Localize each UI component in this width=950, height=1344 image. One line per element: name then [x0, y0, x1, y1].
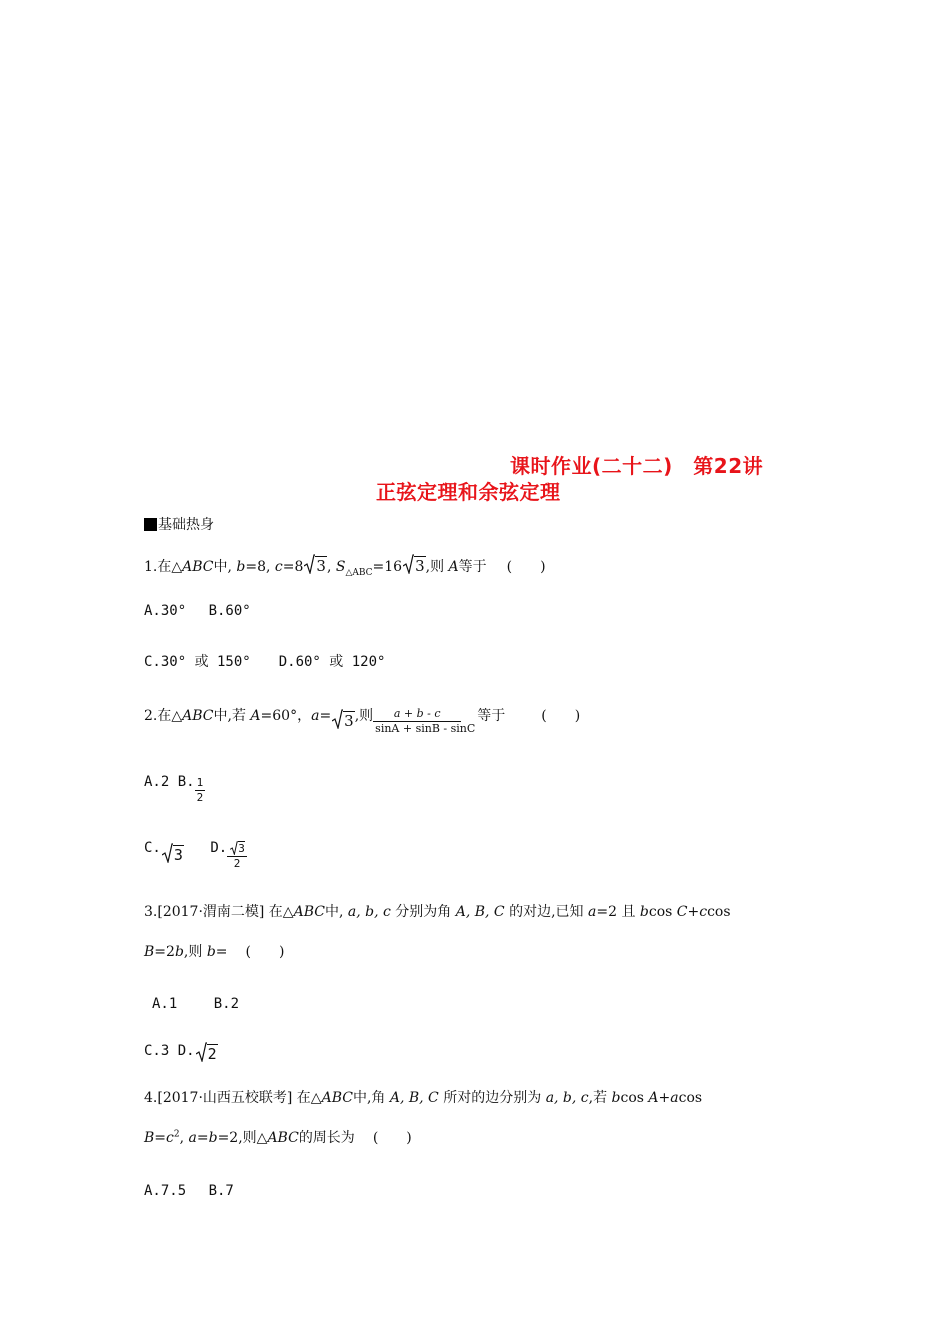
sqrt-symbol [332, 712, 355, 730]
fraction-denominator: 2 [233, 857, 241, 870]
q3-var-a: a [588, 904, 597, 920]
fraction-numerator [227, 842, 247, 857]
q1-options-row1: A.30° B.60° [144, 603, 251, 619]
q2-radicand: 3 [344, 712, 354, 730]
q1-var-b: b [236, 559, 246, 575]
q2-var-a-angle: A [250, 708, 261, 724]
q4-cos: cos [620, 1090, 649, 1106]
q4-tail: 的周长为 [298, 1130, 355, 1146]
q3-options-row2 [144, 1043, 218, 1063]
q1-prefix: 1.在△ [144, 559, 183, 575]
q4-comma: , [179, 1130, 189, 1146]
question-4-line2 [144, 1127, 412, 1147]
q2-eq: = [319, 708, 332, 724]
page-title-line1: 课时作业(二十二) 第22讲 [510, 454, 764, 478]
q4-text2: 所对的边分别为 [438, 1090, 546, 1106]
q1-var-a: A [448, 559, 459, 575]
question-1 [144, 556, 546, 578]
q4-var-b2: b [208, 1130, 218, 1146]
radicand: 3 [173, 846, 183, 864]
section-label: 基础热身 [158, 517, 214, 533]
q1-c-value: =8 [282, 559, 304, 575]
q3-cos: cos [648, 904, 677, 920]
q4-triangle-name2: ABC [267, 1130, 299, 1146]
radicand: 2 [207, 1045, 217, 1063]
q3-vars: a, b, c [347, 904, 391, 920]
question-3-line2 [144, 941, 284, 961]
q1-text: 中, [213, 559, 237, 575]
q4-cos2: cos [678, 1090, 703, 1106]
sqrt-symbol [304, 557, 327, 575]
radical-icon [162, 843, 173, 863]
q3-var-cap-b: B [144, 944, 155, 960]
section-header [144, 514, 214, 534]
q4-options-row1: A.7.5 B.7 [144, 1183, 234, 1199]
q3-a-value: =2 且 [596, 904, 640, 920]
q4-var-cap-a: A [648, 1090, 659, 1106]
q2-option-b-fraction [195, 776, 206, 805]
fraction-denominator: 2 [196, 791, 204, 804]
q3-var-b2: b [174, 944, 184, 960]
q2-prefix: 2.在△ [144, 708, 183, 724]
q1-radicand-2: 3 [415, 557, 425, 575]
q3-angles: A, B, C [455, 904, 505, 920]
q3-text: 中, [324, 904, 348, 920]
q3-var-b3: b [206, 944, 216, 960]
q1-radicand-1: 3 [316, 557, 326, 575]
square-bullet-icon [144, 518, 157, 531]
q2-option-d-label: D. [210, 840, 228, 856]
q4-answer-blank: ( ) [372, 1130, 412, 1146]
q2-text: 中,若 [213, 708, 251, 724]
q1-var-s: S [335, 559, 346, 575]
q3-var-b: b [639, 904, 649, 920]
q4-exponent: 2 [173, 1129, 180, 1140]
q4-var-b: b [611, 1090, 621, 1106]
q4-var-cap-b: B [144, 1130, 155, 1146]
q2-a-value: =60°， [260, 708, 312, 724]
radical-icon [230, 841, 238, 855]
fraction-numerator: 1 [196, 776, 204, 789]
sqrt-symbol [403, 557, 426, 575]
page-title-line2: 正弦定理和余弦定理 [376, 480, 561, 504]
q3-var-cap-c: C [676, 904, 688, 920]
q1-var-c: c [274, 559, 283, 575]
radical-icon [332, 709, 343, 729]
q3-end: = [215, 944, 228, 960]
q2-option-a: A.2 [144, 774, 170, 790]
q1-options-row2: C.30° 或 150° D.60° 或 120° [144, 654, 386, 670]
radical-icon [403, 554, 414, 574]
q3-answer-blank: ( ) [245, 944, 285, 960]
q3-options-row1: A.1 B.2 [152, 996, 240, 1012]
q2-triangle-name: ABC [182, 708, 214, 724]
q1-then: ,则 [425, 559, 449, 575]
q2-fraction-denominator: sinA + sinB - sinC [375, 722, 476, 735]
q4-text3: ,若 [588, 1090, 612, 1106]
q3-plus: + [687, 904, 700, 920]
q2-then: ,则 [354, 708, 374, 724]
q1-s-value: =16 [372, 559, 403, 575]
q4-plus: + [658, 1090, 671, 1106]
q2-option-b-label: B. [177, 774, 195, 790]
q1-b-value: =8, [245, 559, 275, 575]
q4-var-c: c [166, 1130, 174, 1146]
q4-vars: a, b, c [545, 1090, 589, 1106]
q2-equals: 等于 [477, 708, 506, 724]
q2-var-a: a [311, 708, 320, 724]
q3-text2: 分别为角 [390, 904, 456, 920]
q1-comma: , [326, 559, 336, 575]
q3-text3: 的对边,已知 [504, 904, 588, 920]
question-4-line1 [144, 1087, 702, 1107]
sqrt-symbol [230, 842, 245, 856]
q3-then: ,则 [183, 944, 207, 960]
q2-option-c-label: C. [144, 840, 161, 856]
q2-option-d-fraction [227, 842, 247, 871]
sqrt-symbol [162, 846, 184, 864]
q4-var-a: a [670, 1090, 679, 1106]
q3-prefix: 3.[2017·渭南二模] 在△ [144, 904, 294, 920]
q3-option-cd: C.3 D. [144, 1043, 195, 1059]
radical-icon [196, 1042, 207, 1062]
q2-fraction [373, 707, 477, 736]
q3-eq: =2 [154, 944, 175, 960]
q1-equals: 等于 [458, 559, 487, 575]
q4-prefix: 4.[2017·山西五校联考] 在△ [144, 1090, 322, 1106]
q4-text4: =2,则△ [217, 1130, 268, 1146]
q4-triangle-name: ABC [321, 1090, 353, 1106]
q2-options-row1 [144, 774, 205, 805]
q4-eq2: = [196, 1130, 209, 1146]
q4-angles: A, B, C [389, 1090, 439, 1106]
q2-answer-blank: ( ) [541, 708, 581, 724]
q2-options-row2 [144, 840, 247, 871]
q1-s-subscript: △ABC [345, 567, 373, 578]
q3-cos2: cos [707, 904, 731, 920]
question-3-line1 [144, 901, 731, 921]
q3-var-c: c [699, 904, 708, 920]
radical-icon [304, 554, 315, 574]
q4-eq: = [154, 1130, 167, 1146]
q4-var-a2: a [188, 1130, 197, 1146]
q1-triangle-name: ABC [182, 559, 214, 575]
q3-triangle-name: ABC [293, 904, 325, 920]
q2-fraction-numerator: a + b - c [373, 707, 461, 722]
question-2 [144, 705, 580, 736]
radicand: 3 [238, 842, 245, 855]
sqrt-symbol [196, 1045, 218, 1063]
q1-answer-blank: ( ) [506, 559, 546, 575]
q4-text: 中,角 [352, 1090, 390, 1106]
